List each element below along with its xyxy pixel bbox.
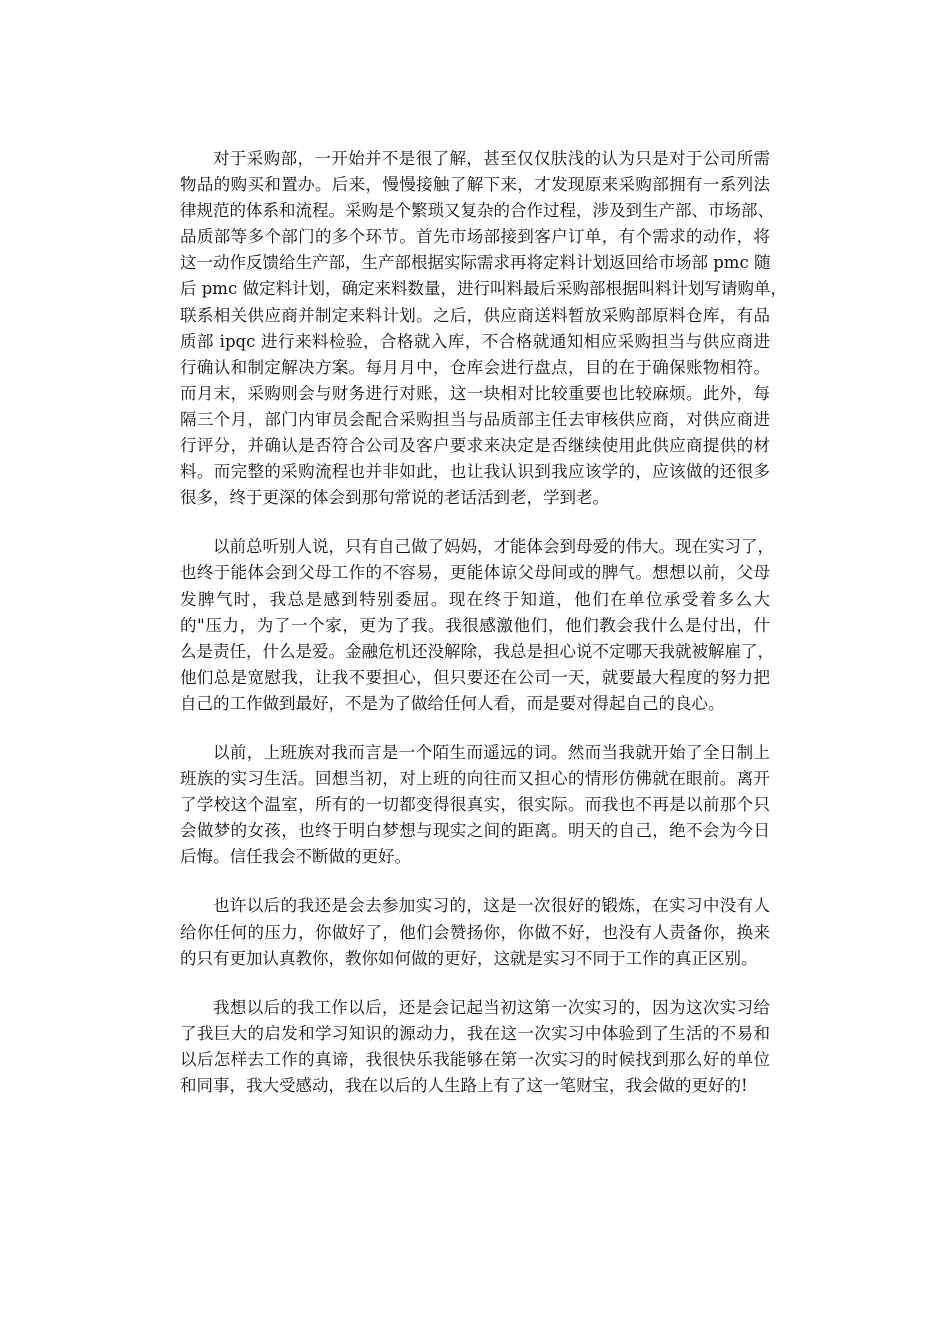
paragraph-procurement bbox=[180, 146, 787, 511]
text-line: 这一动作反馈给生产部，生产部根据实际需求再将定料计划返回给市场部 pmc 随 bbox=[180, 253, 771, 273]
text-line: 的只有更加认真教你，教你如何做的更好，这就是实习不同于工作的真正区别。 bbox=[180, 948, 758, 968]
text-line: 隔三个月，部门内审员会配合采购担当与品质部主任去审核供应商，对供应商进 bbox=[180, 409, 770, 429]
text-line: 很多，终于更深的体会到那句常说的老话活到老，学到老。 bbox=[180, 488, 609, 508]
text-line: 了学校这个温室，所有的一切都变得很真实，很实际。而我也不再是以前那个只 bbox=[180, 795, 770, 815]
text-line: 会做梦的女孩，也终于明白梦想与现实之间的距离。明天的自己，绝不会为今日 bbox=[180, 821, 770, 841]
text-line: 律规范的体系和流程。采购是个繁琐又复杂的合作过程，涉及到生产部、市场部、 bbox=[180, 201, 774, 221]
text-line: 的"压力，为了一个家，更为了我。我很感激他们，他们教会我什么是付出，什 bbox=[180, 615, 770, 635]
text-line: 发脾气时，我总是感到特别委屈。现在终于知道，他们在单位承受着多么大 bbox=[180, 589, 770, 609]
text-line: 么是责任，什么是爱。金融危机还没解除，我总是担心说不定哪天我就被解雇了， bbox=[180, 641, 774, 661]
text-line: 他们总是宽慰我，让我不要担心，但只要还在公司一天，就要最大程度的努力把 bbox=[180, 667, 770, 687]
text-line: 联系相关供应商并制定来料计划。之后，供应商送料暂放采购部原料仓库，有品 bbox=[180, 305, 770, 325]
text-line: 以后怎样去工作的真谛，我很快乐我能够在第一次实习的时候找到那么好的单位 bbox=[180, 1049, 770, 1069]
paragraph-future-internship bbox=[180, 893, 770, 971]
text-line: 了我巨大的启发和学习知识的源动力，我在这一次实习中体验到了生活的不易和 bbox=[180, 1023, 770, 1043]
text-line: 品质部等多个部门的多个环节。首先市场部接到客户订单，有个需求的动作，将 bbox=[180, 227, 770, 247]
text-line: 我想以后的我工作以后，还是会记起当初这第一次实习的，因为这次实习给 bbox=[213, 997, 770, 1017]
text-line: 和同事，我大受感动，我在以后的人生路上有了这一笔财宝，我会做的更好的! bbox=[180, 1076, 748, 1095]
text-line: 行评分，并确认是否符合公司及客户要求来决定是否继续使用此供应商提供的材 bbox=[180, 436, 770, 456]
paragraph-conclusion bbox=[180, 995, 770, 1099]
text-line: 对于采购部，一开始并不是很了解，甚至仅仅肤浅的认为只是对于公司所需 bbox=[213, 149, 770, 168]
text-line: 班族的实习生活。回想当初，对上班的向往而又担心的情形仿佛就在眼前。离开 bbox=[180, 769, 770, 789]
text-line: 给你任何的压力，你做好了，他们会赞扬你，你做不好，也没有人责备你，换来 bbox=[180, 922, 770, 942]
text-line: 料。而完整的采购流程也并非如此，也让我认识到我应该学的，应该做的还很多 bbox=[180, 462, 770, 482]
text-line: 以前，上班族对我而言是一个陌生而遥远的词。然而当我就开始了全日制上 bbox=[213, 742, 770, 762]
text-line: 也许以后的我还是会去参加实习的，这是一次很好的锻炼，在实习中没有人 bbox=[213, 896, 770, 916]
text-line: 自己的工作做到最好，不是为了做给任何人看，而是要对得起自己的良心。 bbox=[180, 693, 725, 713]
document-body bbox=[180, 146, 787, 1122]
text-line: 也终于能体会到父母工作的不容易，更能体谅父母间或的脾气。想想以前，父母 bbox=[180, 563, 770, 583]
text-line: 物品的购买和置办。后来，慢慢接触了解下来，才发现原来采购部拥有一系列法 bbox=[180, 175, 770, 195]
paragraph-parents bbox=[180, 534, 774, 717]
text-line: 后悔。信任我会不断做的更好。 bbox=[180, 847, 411, 867]
text-line: 后 pmc 做定料计划，确定来料数量，进行叫料最后采购部根据叫料计划写请购单， bbox=[180, 279, 787, 299]
text-line: 而月末，采购则会与财务进行对账，这一块相对比较重要也比较麻烦。此外，每 bbox=[180, 383, 770, 403]
text-line: 以前总听别人说，只有自己做了妈妈，才能体会到母爱的伟大。现在实习了， bbox=[213, 537, 774, 557]
text-line: 行确认和制定解决方案。每月月中，仓库会进行盘点，目的在于确保账物相符。 bbox=[180, 357, 770, 377]
text-line: 质部 ipqc 进行来料检验，合格就入库，不合格就通知相应采购担当与供应商进 bbox=[180, 331, 770, 351]
paragraph-office-life bbox=[180, 740, 770, 870]
